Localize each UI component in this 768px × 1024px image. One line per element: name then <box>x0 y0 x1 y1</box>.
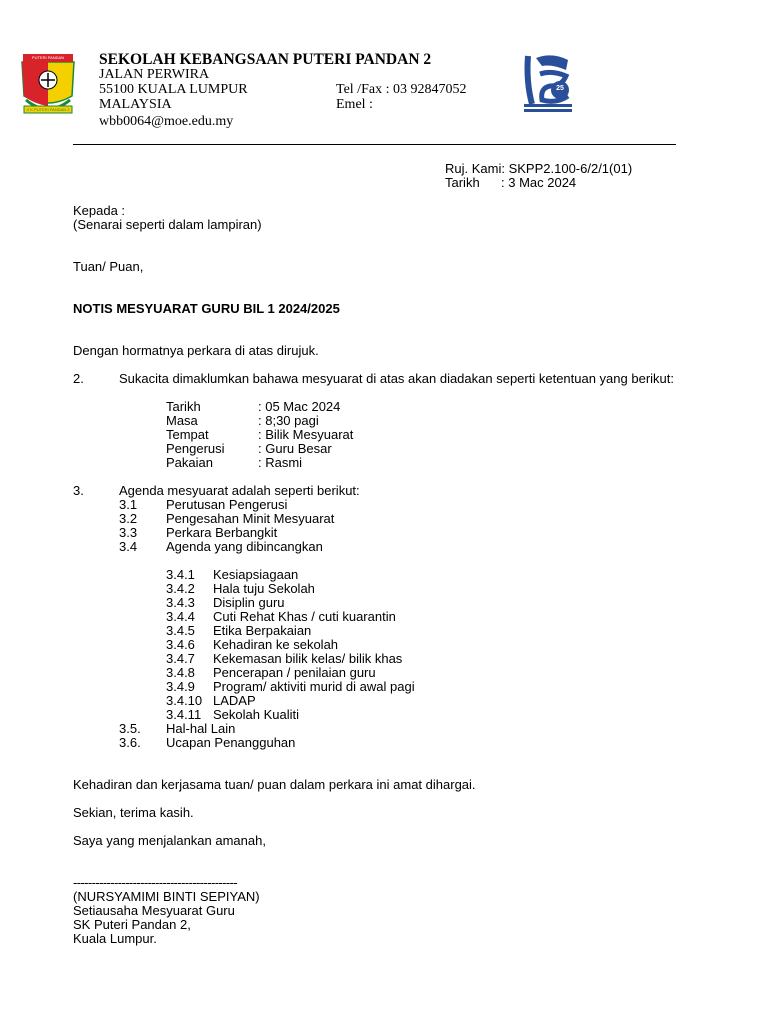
detail-row <box>166 400 353 414</box>
detail-label: Tempat <box>166 427 209 442</box>
detail-value: : 8;30 pagi <box>258 413 319 428</box>
tarikh-value: : 3 Mac 2024 <box>501 175 577 190</box>
subitem-text: Kesiapsiagaan <box>213 567 299 582</box>
closing-line-3: Saya yang menjalankan amanah, <box>73 833 266 848</box>
closing-line-2: Sekian, terima kasih. <box>73 805 194 820</box>
agenda-num: 3.1 <box>119 497 138 512</box>
para3-text: Agenda mesyuarat adalah seperti berikut: <box>119 483 360 498</box>
subitem-num: 3.4.3 <box>166 595 195 610</box>
subitem-num: 3.4.5 <box>166 623 195 638</box>
agenda-subitem <box>166 582 415 596</box>
address-line-2: 55100 KUALA LUMPUR <box>99 82 248 97</box>
agenda-subitem <box>166 694 415 708</box>
agenda-subitem <box>166 680 415 694</box>
agenda-sublist <box>166 568 415 722</box>
subitem-text: Etika Berpakaian <box>213 623 312 638</box>
agenda-subitem <box>166 596 415 610</box>
school-email: wbb0064@moe.edu.my <box>99 114 234 129</box>
para2-number: 2. <box>73 371 84 386</box>
closing-line-1: Kehadiran dan kerjasama tuan/ puan dalam perkara ini amat dihargai. <box>73 777 476 792</box>
agenda-list <box>119 498 334 554</box>
tel-fax: Tel /Fax : 03 92847052 <box>336 82 467 97</box>
signature-line: -------------------------------------------- <box>73 875 238 890</box>
detail-label: Pengerusi <box>166 441 225 456</box>
agenda-item <box>119 736 295 750</box>
logo-number: 25 <box>556 85 564 92</box>
salutation: Tuan/ Puan, <box>73 259 144 274</box>
school-crest-logo <box>20 50 76 116</box>
opening-line: Dengan hormatnya perkara di atas dirujuk. <box>73 343 319 358</box>
agenda-text: Perutusan Pengerusi <box>166 497 288 512</box>
agenda-subitem <box>166 568 415 582</box>
ruj-value: : SKPP2.100-6/2/1(01) <box>501 161 633 176</box>
detail-label: Pakaian <box>166 455 213 470</box>
subitem-num: 3.4.1 <box>166 567 195 582</box>
subitem-text: LADAP <box>213 693 256 708</box>
address-line-1: JALAN PERWIRA <box>99 67 210 82</box>
agenda-num: 3.2 <box>119 511 138 526</box>
subitem-text: Kehadiran ke sekolah <box>213 637 339 652</box>
detail-label: Tarikh <box>166 399 201 414</box>
detail-row <box>166 428 353 442</box>
right-logo <box>522 52 574 114</box>
subitem-text: Disiplin guru <box>213 595 285 610</box>
agenda-subitem <box>166 666 415 680</box>
subitem-num: 3.4.9 <box>166 679 195 694</box>
agenda-text: Agenda yang dibincangkan <box>166 539 323 554</box>
subitem-num: 3.4.4 <box>166 609 195 624</box>
tarikh-line <box>445 176 576 190</box>
crest-bottom-text: S K PUTERI PANDAN 2 <box>26 107 70 112</box>
detail-value: : 05 Mac 2024 <box>258 399 341 414</box>
subitem-text: Program/ aktiviti murid di awal pagi <box>213 679 415 694</box>
signatory-name: (NURSYAMIMI BINTI SEPIYAN) <box>73 889 260 904</box>
subitem-num: 3.4.10 <box>166 693 203 708</box>
subitem-num: 3.4.8 <box>166 665 195 680</box>
agenda-subitem <box>166 624 415 638</box>
kepada-label: Kepada : <box>73 203 126 218</box>
agenda-text: Ucapan Penangguhan <box>166 735 296 750</box>
recipient-note: (Senarai seperti dalam lampiran) <box>73 217 262 232</box>
detail-value: : Guru Besar <box>258 441 332 456</box>
signatory-title: Setiausaha Mesyuarat Guru <box>73 903 235 918</box>
subitem-num: 3.4.11 <box>166 707 202 722</box>
agenda-subitem <box>166 610 415 624</box>
agenda-text: Hal-hal Lain <box>166 721 236 736</box>
meeting-details <box>166 400 353 470</box>
subitem-num: 3.4.7 <box>166 651 195 666</box>
subitem-text: Hala tuju Sekolah <box>213 581 315 596</box>
agenda-text: Perkara Berbangkit <box>166 525 278 540</box>
signatory-school: SK Puteri Pandan 2, <box>73 917 191 932</box>
detail-row <box>166 442 353 456</box>
agenda-num: 3.4 <box>119 539 138 554</box>
school-name: SEKOLAH KEBANGSAAN PUTERI PANDAN 2 <box>99 51 432 68</box>
signatory-city: Kuala Lumpur. <box>73 931 157 946</box>
subitem-text: Kekemasan bilik kelas/ bilik khas <box>213 651 403 666</box>
subitem-num: 3.4.2 <box>166 581 195 596</box>
para2-text: Sukacita dimaklumkan bahawa mesyuarat di atas akan diadakan seperti ketentuan yang berikut: <box>119 371 674 386</box>
subitem-num: 3.4.6 <box>166 637 195 652</box>
tarikh-label: Tarikh <box>445 175 480 190</box>
address-line-3: MALAYSIA <box>99 97 172 112</box>
subitem-text: Sekolah Kualiti <box>213 707 299 722</box>
ruj-label: Ruj. Kami <box>445 161 502 176</box>
agenda-item <box>119 526 334 540</box>
subject-title: NOTIS MESYUARAT GURU BIL 1 2024/2025 <box>73 301 340 316</box>
detail-label: Masa <box>166 413 198 428</box>
agenda-num: 3.3 <box>119 525 138 540</box>
agenda-num: 3.6. <box>119 735 141 750</box>
agenda-item <box>119 722 295 736</box>
agenda-subitem <box>166 708 415 722</box>
agenda-item <box>119 512 334 526</box>
detail-value: : Bilik Mesyuarat <box>258 427 354 442</box>
subitem-text: Pencerapan / penilaian guru <box>213 665 376 680</box>
emel-label: Emel : <box>336 97 373 112</box>
agenda-item <box>119 540 334 554</box>
agenda-subitem <box>166 652 415 666</box>
detail-row <box>166 414 353 428</box>
agenda-subitem <box>166 638 415 652</box>
agenda-num: 3.5. <box>119 721 141 736</box>
agenda-item <box>119 498 334 512</box>
para3-number: 3. <box>73 483 84 498</box>
detail-value: : Rasmi <box>258 455 303 470</box>
letterhead-divider <box>73 144 676 145</box>
ruj-line <box>445 162 632 176</box>
agenda-text: Pengesahan Minit Mesyuarat <box>166 511 335 526</box>
crest-top-text: PUTERI PANDAN <box>31 55 65 60</box>
agenda-tail-list <box>119 722 295 750</box>
subitem-text: Cuti Rehat Khas / cuti kuarantin <box>213 609 396 624</box>
detail-row <box>166 456 353 470</box>
